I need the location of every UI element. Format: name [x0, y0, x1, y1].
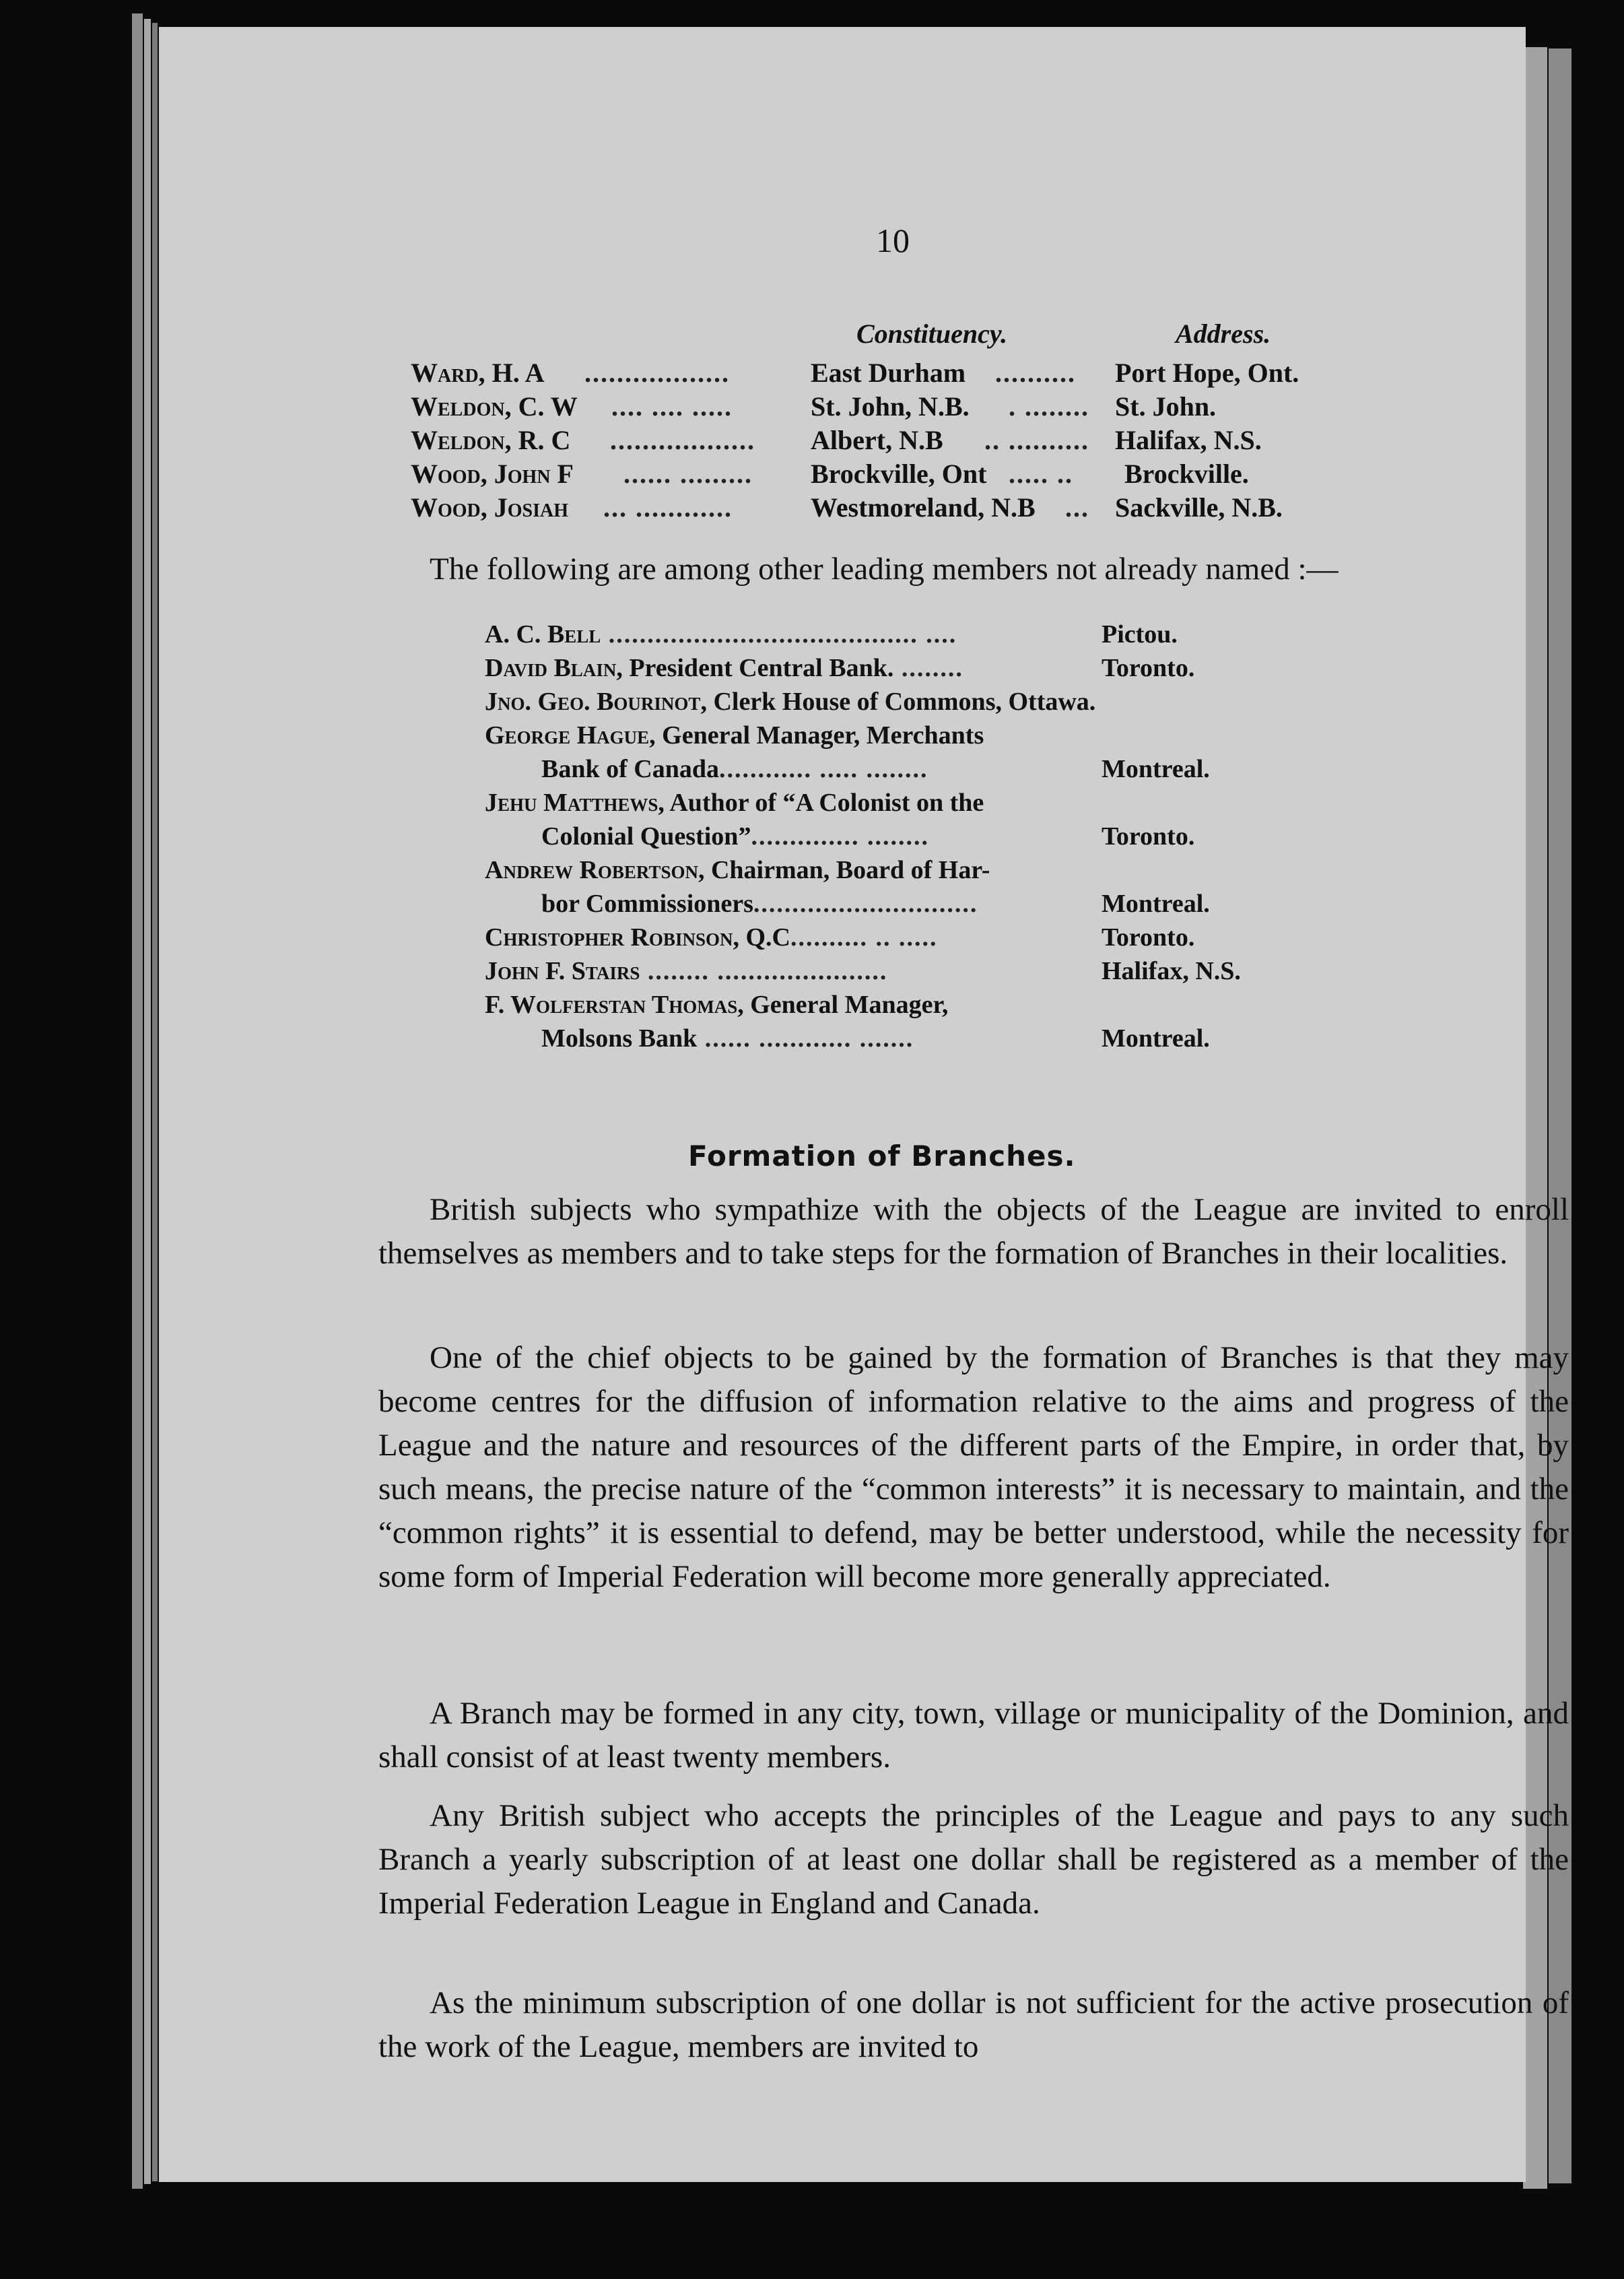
leader-dots: ... ............ — [603, 492, 733, 523]
member-address: St. John. — [1115, 391, 1217, 422]
member-entry: Jehu Matthews, Author of “A Colonist on the — [485, 789, 984, 817]
member-entry: F. Wolferstan Thomas, General Manager, — [485, 991, 949, 1019]
member-place: Montreal. — [1102, 755, 1210, 783]
table-row — [159, 391, 1526, 424]
table-row — [159, 424, 1526, 458]
member-entry-continued: bor Commissioners............................. — [541, 890, 978, 918]
body-paragraph: British subjects who sympathize with the objects of the League are invited to enroll themselves as members and to take steps for the formation of Branches in their localities. — [378, 1192, 1569, 1271]
table-row — [159, 492, 1526, 525]
document-page — [159, 27, 1569, 2182]
member-address: Sackville, N.B. — [1115, 492, 1283, 523]
leader-dots: .................. — [610, 425, 755, 455]
member-place: Montreal. — [1102, 1024, 1210, 1053]
member-constituency: Westmoreland, N.B — [811, 492, 1036, 523]
body-paragraph: Any British subject who accepts the principles of the League and pays to any such Branch a yearly subscription of at least one dollar shall be registered as a member of the Imperial Federation League in England and Canada. — [378, 1798, 1569, 1921]
member-entry: Andrew Robertson, Chairman, Board of Har- — [485, 856, 990, 884]
table-row — [159, 458, 1526, 492]
leader-dots: ... — [1065, 492, 1089, 523]
leader-dots: .................. — [584, 358, 730, 388]
member-entry-continued: Colonial Question”.............. ........ — [541, 822, 929, 851]
leader-dots: .......... — [995, 358, 1076, 388]
table-row — [159, 357, 1526, 391]
member-constituency: Brockville, Ont — [811, 459, 987, 489]
member-name: Weldon, C. W — [411, 391, 578, 422]
column-header-address: Address. — [1176, 319, 1271, 349]
member-name: Wood, John F — [411, 459, 574, 489]
member-entry-continued: Bank of Canada............ ..... ........ — [541, 755, 928, 783]
member-constituency: St. John, N.B. — [811, 391, 970, 422]
page-number: 10 — [876, 222, 910, 259]
member-entry: Christopher Robinson, Q.C.......... .. ..... — [485, 923, 938, 952]
body-paragraph: A Branch may be formed in any city, town, village or municipality of the Dominion, and shall consist of at least twenty members. — [378, 1696, 1569, 1775]
leader-dots: . ........ — [1009, 391, 1089, 422]
page-edge — [144, 19, 151, 2184]
page-edge — [152, 23, 158, 2181]
leader-dots: ...... ......... — [623, 459, 753, 489]
member-place: Pictou. — [1102, 620, 1178, 649]
leader-dots: .... .... ..... — [611, 391, 733, 422]
body-paragraph: As the minimum subscription of one dollar is not sufficient for the active prosecution of the work of the League, members are invited to — [378, 1985, 1569, 2064]
page-edge — [132, 13, 143, 2189]
leader-dots: .. .......... — [984, 425, 1089, 455]
column-header-constituency: Constituency. — [856, 319, 1008, 349]
member-entry: A. C. Bell ........................................ .... — [485, 620, 957, 649]
member-entry: George Hague, General Manager, Merchants — [485, 721, 984, 750]
member-address: Brockville. — [1124, 459, 1249, 489]
member-name: Wood, Josiah — [411, 492, 569, 523]
member-place: Toronto. — [1102, 822, 1195, 851]
leader-dots: ..... .. — [1009, 459, 1073, 489]
member-place: Toronto. — [1102, 923, 1195, 952]
member-entry: John F. Stairs ........ ...................... — [485, 957, 888, 985]
member-name: Ward, H. A — [411, 358, 545, 388]
member-constituency: East Durham — [811, 358, 966, 388]
member-entry-continued: Molsons Bank ...... ............ ....... — [541, 1024, 914, 1053]
member-place: Montreal. — [1102, 890, 1210, 918]
member-constituency: Albert, N.B — [811, 425, 943, 455]
section-heading: Formation of Branches. — [688, 1140, 1076, 1172]
member-entry: David Blain, President Central Bank. ........ — [485, 654, 963, 682]
member-name: Weldon, R. C — [411, 425, 571, 455]
member-address: Halifax, N.S. — [1115, 425, 1262, 455]
member-place: Halifax, N.S. — [1102, 957, 1241, 985]
member-entry: Jno. Geo. Bourinot, Clerk House of Commons, Ottawa. — [485, 688, 1096, 716]
member-address: Port Hope, Ont. — [1115, 358, 1299, 388]
intro-paragraph: The following are among other leading members not already named :— — [430, 552, 1339, 587]
member-place: Toronto. — [1102, 654, 1195, 682]
body-paragraph: One of the chief objects to be gained by the formation of Branches is that they may become centres for the diffusion of information relative to the aims and progress of the League and the nature and resources of the different parts of the Empire, in order that, by such means, the precise nature of the “common interests” it is necessary to maintain, and the “common rights” it is essential to defend, may be better understood, while the necessity for some form of Imperial Federation will become more generally appreciated. — [378, 1340, 1569, 1594]
